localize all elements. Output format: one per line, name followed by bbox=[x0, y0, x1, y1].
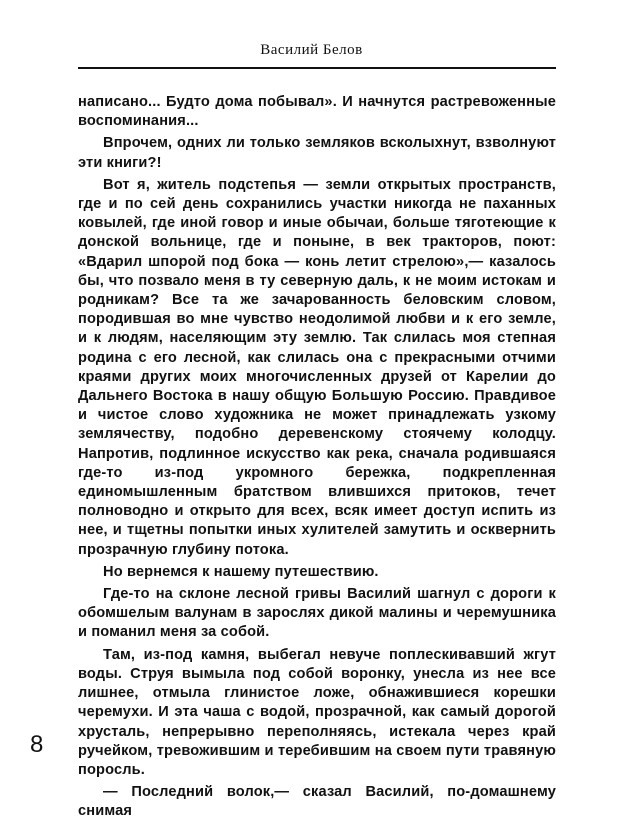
header-rule bbox=[78, 67, 556, 69]
paragraph: Вот я, житель подстепья — земли открытых пространств, где и по сей день сохранились участки никогда не паханных ковылей, где иной говор и иные обычаи, больше тяготеющие к донской вольнице, где и поныне, в век тракторов, поют: «Вдарил шпорой под бока — конь летит стрелою»,— казалось бы, что позвало меня в ту северную даль, к не моим истокам и родникам? Все та же зачарованность беловским словом, породившая во мне чувство неодолимой любви и к его земле, и к людям, населяющим эту землю. Так слилась моя степная родина с его лесной, как слилась она с прекрасными отчими краями других моих многочисленных друзей от Карелии до Дальнего Востока в нашу общую Большую Россию. Правдивое и чистое слово художника не может принадлежать узкому землячеству, подобно деревенскому стоячему колодцу. Напротив, подлинное искусство как река, сначала родившаяся где-то из-под укромного бережка, подкрепленная единомышленным братством влившихся притоков, течет полноводно и открыто для всех, всяк имеет доступ испить из нее, и тщетны попытки иных хулителей замутить и осквернить прозрачную глубину потока. bbox=[78, 176, 556, 558]
page-number: 8 bbox=[30, 731, 44, 758]
running-head: Василий Белов bbox=[260, 42, 363, 58]
paragraph: Там, из-под камня, выбегал невуче поплескивавший жгут воды. Струя вымыла под собой воронку, унесла из нее все лишнее, отмыла глинистое ложе, обнажившиеся корешки черемухи. И эта чаша с водой, прозрачной, как самый дорогой хрусталь, непрерывно переполняясь, истекала через край ручейком, тревожившим и теребившим на своем пути травяную поросль. bbox=[78, 646, 556, 778]
body-text bbox=[78, 93, 556, 822]
paragraph: Впрочем, одних ли только земляков всколыхнут, взволнуют эти книги?! bbox=[78, 135, 556, 171]
paragraph: Где-то на склоне лесной гривы Василий шагнул с дороги к обомшелым валунам в зарослях дикой малины и черемушника и поманил меня за собой. bbox=[78, 586, 556, 641]
paragraph: Но вернемся к нашему путешествию. bbox=[103, 563, 379, 580]
paragraph: написано... Будто дома побывал». И начнутся растревоженные воспоминания... bbox=[78, 94, 556, 130]
paragraph: — Последний волок,— сказал Василий, по-домашнему снимая bbox=[78, 784, 556, 820]
